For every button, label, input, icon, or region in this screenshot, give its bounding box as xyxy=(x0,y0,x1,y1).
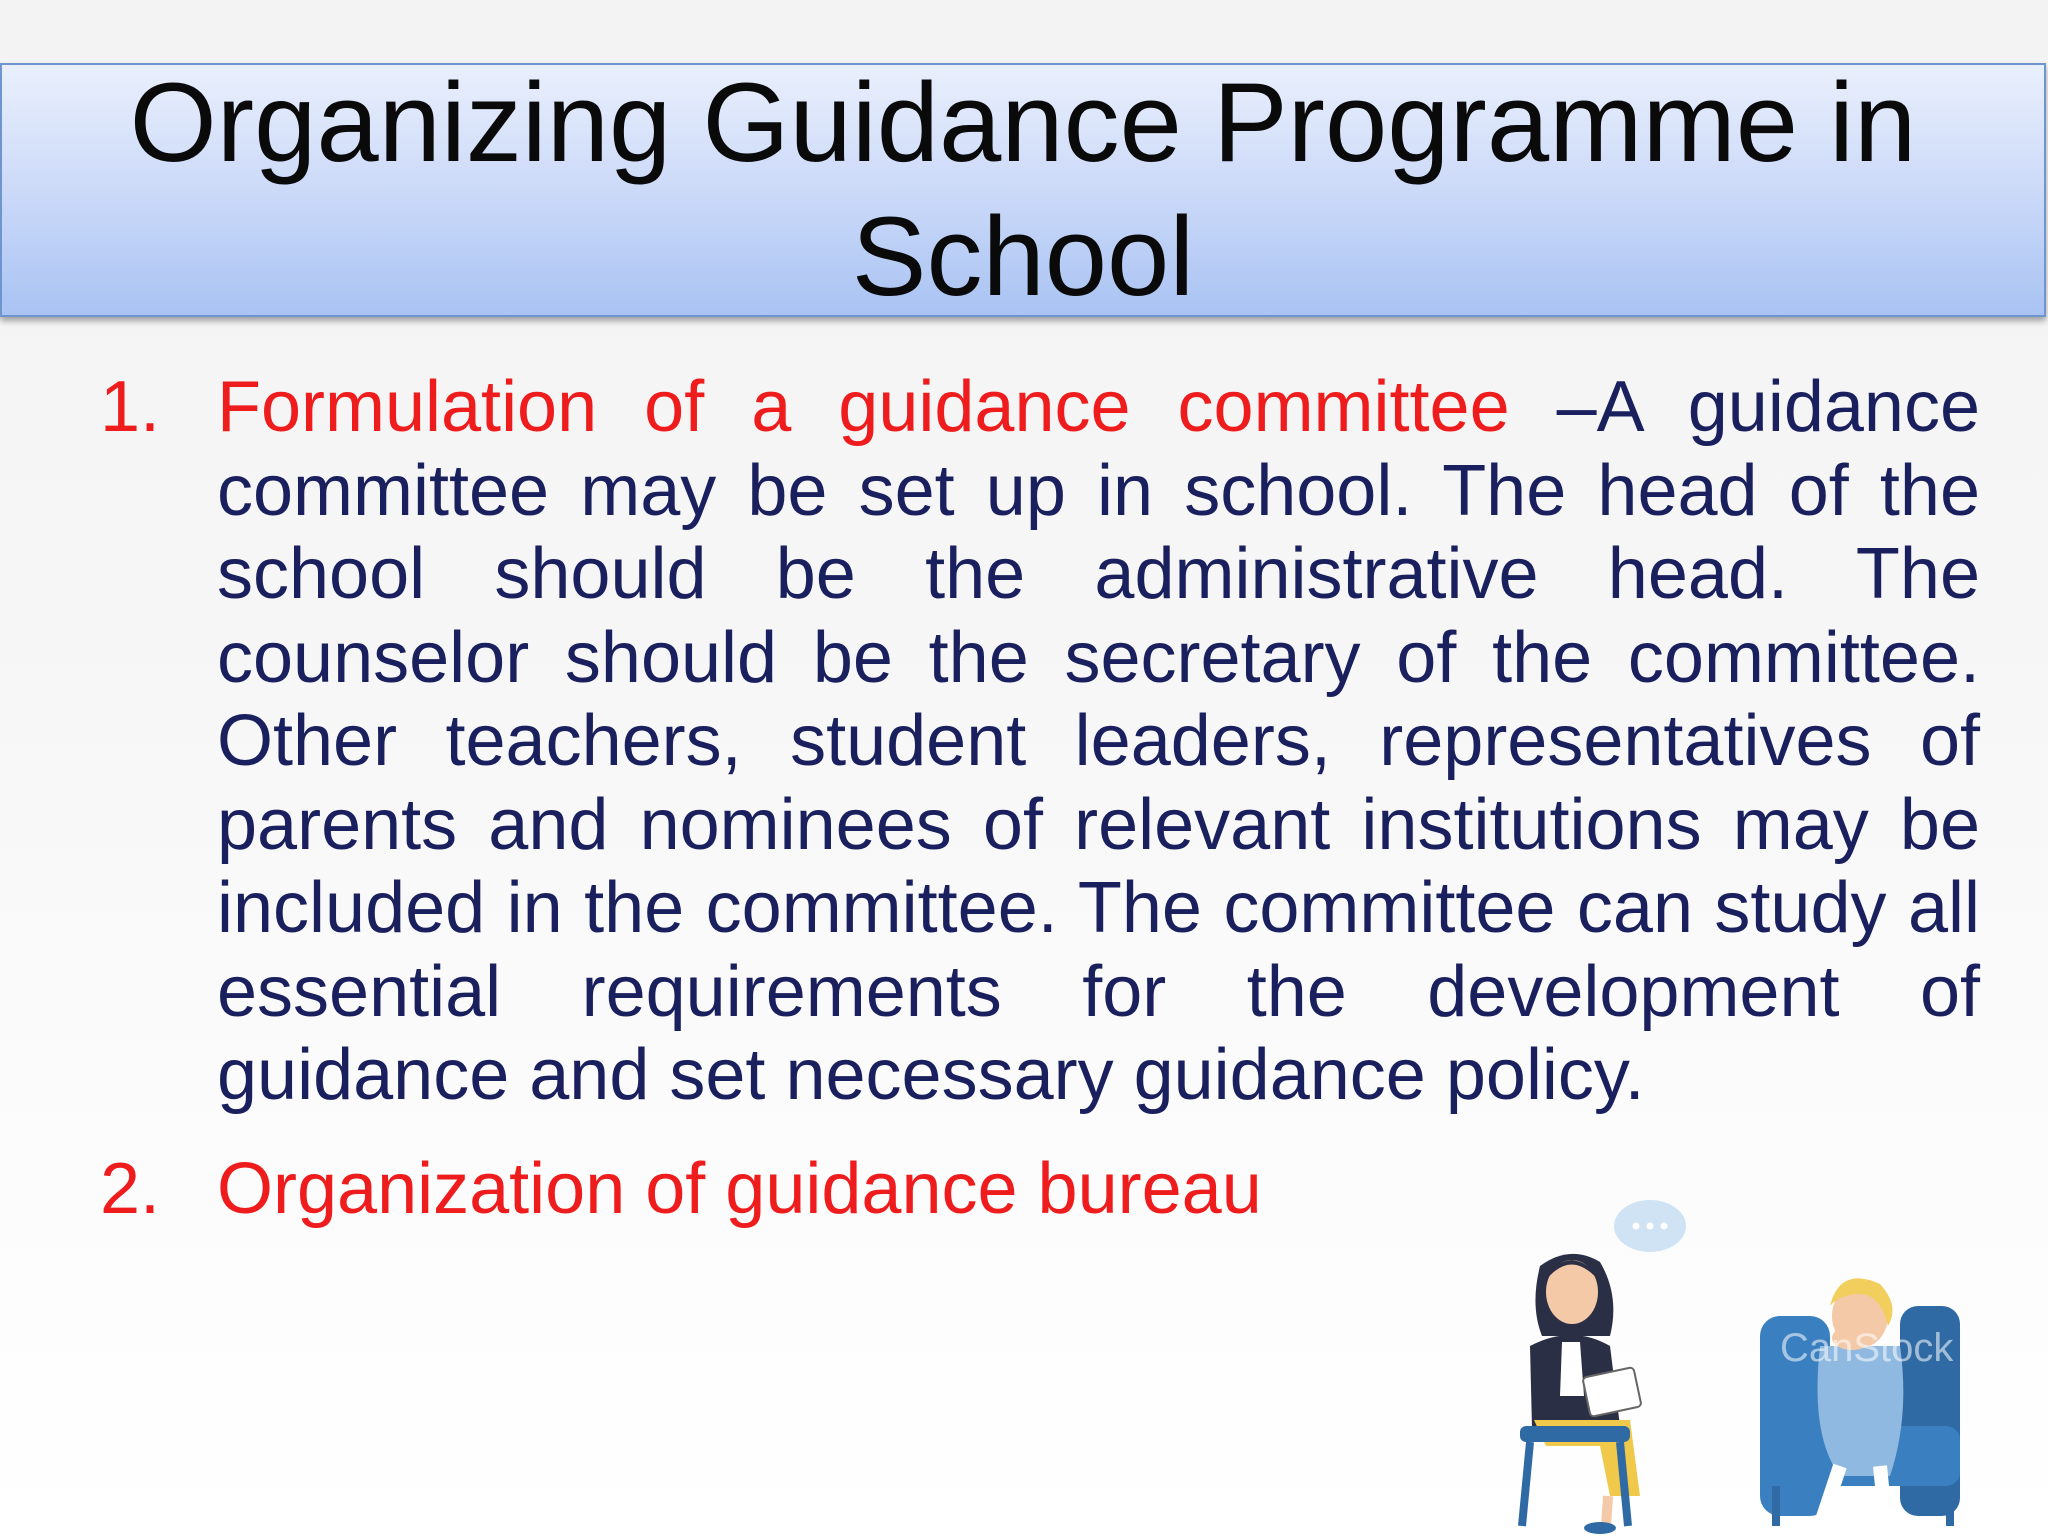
title-banner xyxy=(0,60,2046,319)
watermark-text: CanStock xyxy=(1780,1326,1954,1370)
client-figure xyxy=(1760,1278,1960,1526)
list-item-heading: Organization of guidance bureau xyxy=(217,1148,1262,1229)
list-item-heading: Formulation of a guidance committee xyxy=(217,367,1510,447)
list-item-number: 2. xyxy=(100,1148,161,1229)
counseling-illustration xyxy=(1460,1196,2048,1536)
slide-title: Organizing Guidance Programme in School xyxy=(129,60,1917,319)
numbered-list xyxy=(100,366,1980,1231)
counselor-figure xyxy=(1520,1254,1642,1534)
list-item-number: 1. xyxy=(100,367,161,447)
list-item xyxy=(100,366,1980,1118)
speech-bubble-icon xyxy=(1614,1200,1686,1252)
list-item-body: –A guidance committee may be set up in school. The head of the school should be the administrative head. The counselor should be the secretary of the committee. Other teachers, student leaders, representatives of parents and nominees of relevant institutions may be included in the committee. The committee can study all essential requirements for the development of guidance and set necessary guidance policy. xyxy=(217,367,1980,1115)
